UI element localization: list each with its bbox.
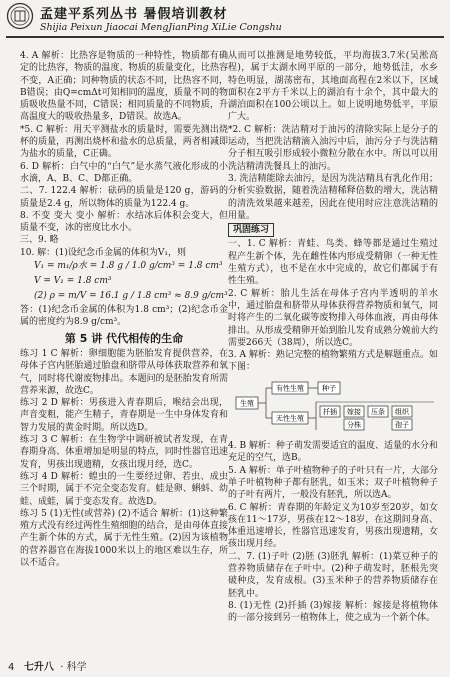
subject-label: 科学 <box>66 662 87 673</box>
page-number: 4 <box>8 662 15 673</box>
diagram-root: 生殖 <box>240 399 254 408</box>
consolidation-1: 一、1. C 解析：青蛙、鸟类、蜂等都是通过生殖过程产生新个体，先在雌性体内形成受精卵（一种无性生殖方式），也不是在水中完成的，故它们都属于有性生殖。 <box>228 239 438 287</box>
answer-10: 10. 解：(1)设纪念币金属的体积为V₁，则 <box>20 247 187 258</box>
consolidation-2: 2. C 解析：胎儿生活在母体子宫内半透明的羊水中，通过胎盘和脐带从母体获得营养物质和氧气，同时将产生的二氧化碳等废物排入母体血液，再由母体排出。从形成受精卵开始到胎儿发育成熟分娩前大约需要266天（38周），所以选C。 <box>228 288 438 348</box>
reproduction-diagram <box>234 378 438 436</box>
consolidation-7: 二、7. (1)子叶 (2)胚 (3)胚乳 解析：(1)菜豆种子的营养物质储存在子叶中。(2)种子萌发时，胚根先突破种皮，发育成根。(3)玉米种子的营养物质储存在胚乳中。 <box>228 551 438 599</box>
consolidation-5: 5. A 解析：单子叶植物种子的子叶只有一片，大部分单子叶植物种子都有胚乳，如玉米；双子叶植物种子的子叶有两片，一般没有胚乳，所以选A。 <box>228 465 438 501</box>
series-logo-icon <box>6 2 34 30</box>
exercise-4: 练习 4 D 解析：蝗虫的一生要经过卵、若虫、成虫三个时期，属于不完全变态发育。蛙是卵、蝌蚪、幼蛙、成蛙，属于变态发育。故选D。 <box>20 471 228 507</box>
answer-5: *5. C 解析：用天平测盐水的质量时，需要先测出烧杯的质量，再测出烧杯和盐水的总质量，两者相减即为盐水的质量，C正确。 <box>20 124 228 160</box>
right-column <box>228 50 438 624</box>
consolidation-6: 6. C 解析：青春期的年龄定义为10岁至20岁，如女孩在11～17岁，男孩在12～18岁，在这期间身高、体重迅速增长，性器官迅速发育，男孩出现遗精，女孩出现月经。 <box>228 502 438 550</box>
exercise-1: 练习 1 C 解析：卵细胞能为胚胎发育提供营养，在母体子宫内胚胎通过胎盘和脐带从母体获取营养和氧气，同时将代谢废物排出。本题问的是胚胎发育所需营养来源，故选C。 <box>20 348 228 396</box>
diagram-layering: 压条 <box>371 407 385 416</box>
diagram-grafting: 嫁接 <box>347 407 361 416</box>
diagram-seed: 种子 <box>322 384 336 393</box>
left-column <box>20 50 228 569</box>
answer-3: 3. 洗洁精能除去油污，是因为洗洁精具有乳化作用；分析实验数据，随着洗洁精稀释倍数的增大，洗洁精的清洗效果越来越差，因此在使用时应注意洗洁精的用量。 <box>228 173 438 221</box>
diagram-spore: 孢子 <box>395 420 409 429</box>
lesson-title: 第 5 讲 代代相传的生命 <box>64 331 184 345</box>
consolidation-3: 3. A 解析：熟记完整的植物繁殖方式是解题重点。如下图： <box>228 350 438 373</box>
exercise-5: 练习 5 (1)无性(或营养) (2)不适合 解析：(1)这种繁殖方式没有经过两性生殖细胞的结合，是由母体直接产生新个体的方式，属于无性生殖。(2)因为该植物的营养器官在海拔1000米以上的地区难以生存，所以不适合。 <box>20 508 228 568</box>
series-subtitle: Shijia Peixun Jiaocai MengJianPing XiLie Congshu <box>40 22 282 33</box>
consolidation-heading: 巩固练习 <box>228 223 274 237</box>
answer-8: 8. 不变 变大 变小 解析：水结冰后体积会变大，但质量不变，冰的密度比水小。 <box>20 210 228 234</box>
series-title: 孟建平系列丛书 暑假培训教材 <box>40 7 228 22</box>
answer-7: 二、7. 122.4 解析：砝码的质量是120 g，游码的质量是2.4 g，所以物体的质量为122.4 g。 <box>20 186 228 209</box>
formula-volume-equal: V = V₁ = 1.8 cm³ <box>34 276 112 287</box>
answer-4: 4. A 解析：比热容是物质的一种特性，物质都有确定的比热容，物质的温度、物质的质量变化，比热容不变，A正确；同种物质的状态不同，比热容不同，B错误；由Q=cmΔt可知相同的温度，质量不同的物质吸收热量不同，C错误；相同质量的不同物质，升高温度大的吸收热量多，D错误。故选A。 <box>20 51 228 123</box>
formula-volume: V₁ = m₁/ρ水 = 1.8 g / 1.0 g/cm³ = 1.8 cm³ <box>34 261 223 272</box>
page-footer: 4 七升八 · 科学 <box>8 662 87 673</box>
diagram-asexual: 无性生殖 <box>276 414 304 423</box>
consolidation-8: 8. (1)无性 (2)扦插 (3)嫁接 解析：嫁接是将植物体的一部分接到另一植物体上，使之成为一个新个体。 <box>228 600 438 624</box>
formula-density: (2) ρ = m/V = 16.1 g / 1.8 cm³ ≈ 8.9 g/cm³ <box>34 291 228 302</box>
grade-label: 七升八 <box>23 662 54 673</box>
exercise-2: 练习 2 D 解析：男孩进入青春期后，喉结会出现，声音变粗，能产生精子，青春期是一生中身体发育和智力发展的黄金时期。所以选D。 <box>20 398 228 433</box>
answer-continuation: 从而可以推测是地势较低，平均海拔3.7米(吴淞高程)，属于太湖水网平原的一部分，地势低洼，水乡特色明显，湖荡密布，其地面高程在2米以下，区域面积在2平方千米以上的湖泊有十余个，其中最大的湖泊面积在100公顷以上。如上说明地势低平，平原广大。 <box>228 51 438 123</box>
diagram-cutting: 扦插 <box>323 407 337 416</box>
answer-2c: *2. C 解析：洗洁精对于油污的清除实际上是分子的运动，当把洗洁精滴入油污中后，油污分子与洗洁精分子相互吸引形成较小微粒分散在水中。所以可以用洗洁精清洗餐具上的油污。 <box>228 124 438 172</box>
header-divider <box>6 36 444 38</box>
exercise-3: 练习 3 C 解析：在生物学中调研被试者发现，在青春期身高、体重增加是明显的特点，同时性器官迅速发育，男孩出现遗精，女孩出现月经，选C。 <box>20 435 228 470</box>
answer-9: 三、9. 略 <box>20 235 59 246</box>
diagram-sexual: 有性生殖 <box>276 384 304 393</box>
diagram-tissue: 组织 <box>395 407 409 416</box>
answer-6: 6. D 解析：白气中的“白气”是水蒸气液化形成的小水滴，A、B、C、D都正确。 <box>20 161 228 184</box>
diagram-division: 分株 <box>347 420 361 429</box>
answer-10-conclusion: 答：(1)纪念币金属的体积为1.8 cm³；(2)纪念币金属的密度约为8.9 g/cm³。 <box>20 305 228 328</box>
consolidation-4: 4. B 解析：种子萌发需要适宜的温度、适量的水分和充足的空气，选B。 <box>228 441 438 464</box>
page-header <box>0 0 450 46</box>
